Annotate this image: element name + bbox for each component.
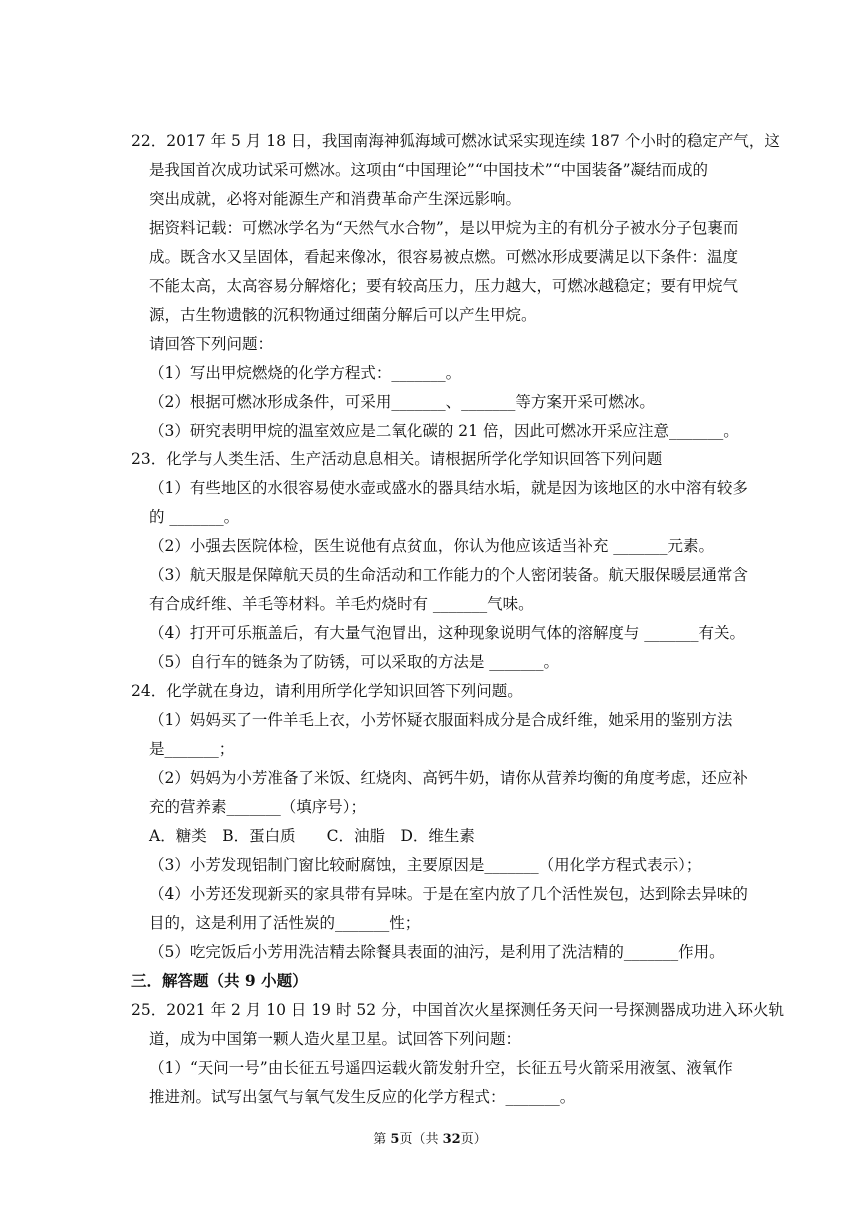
- q22-sub-3: （3）研究表明甲烷的温室效应是二氧化碳的 21 倍，因此可燃冰开采应注意_______。: [149, 422, 739, 440]
- q22-sub-2: （2）根据可燃冰形成条件，可采用_______、_______等方案开采可燃冰。: [149, 393, 655, 411]
- q22-stem-line-1: 22．2017 年 5 月 18 日，我国南海神狐海域可燃冰试采实现连续 187 个小时的稳定产气，这: [131, 132, 780, 150]
- q25-sub-1-line-1: （1）“天问一号”由长征五号遥四运载火箭发射升空，长征五号火箭采用液氢、液氧作: [149, 1059, 733, 1077]
- q23-sub-2: （2）小强去医院体检，医生说他有点贫血，你认为他应该适当补充 _______元素。: [149, 537, 715, 555]
- q24-stem: 24．化学就在身边，请利用所学化学知识回答下列问题。: [131, 682, 523, 700]
- q24-options: A．糖类 B．蛋白质 C．油脂 D．维生素: [149, 827, 475, 845]
- q23-sub-4: （4）打开可乐瓶盖后，有大量气泡冒出，这种现象说明气体的溶解度与 _______有关。: [149, 624, 746, 642]
- q22-material-line-2: 成。既含水又呈固体，看起来像冰，很容易被点燃。可燃冰形成要满足以下条件：温度: [149, 248, 739, 266]
- q24-sub-1-line-1: （1）妈妈买了一件羊毛上衣，小芳怀疑衣服面料成分是合成纤维，她采用的鉴别方法: [149, 711, 733, 729]
- q23-sub-1-line-1: （1）有些地区的水很容易使水壶或盛水的器具结水垢，就是因为该地区的水中溶有较多: [149, 479, 748, 497]
- q24-sub-1-line-2: 是_______；: [149, 740, 235, 758]
- q24-sub-2-line-1: （2）妈妈为小芳准备了米饭、红烧肉、高钙牛奶，请你从营养均衡的角度考虑，还应补: [149, 769, 748, 787]
- footer-current-page: 5: [390, 1132, 400, 1147]
- q23-stem: 23．化学与人类生活、生产活动息息相关。请根据所学化学知识回答下列问题: [131, 450, 663, 468]
- footer-mid: 页（共: [399, 1132, 443, 1147]
- q25-sub-1-line-2: 推进剂。试写出氢气与氧气发生反应的化学方程式：_______。: [149, 1088, 576, 1106]
- q22-material-line-1: 据资料记载：可燃冰学名为“天然气水合物”，是以甲烷为主的有机分子被水分子包裹而: [149, 219, 739, 237]
- q25-stem-line-2: 道，成为中国第一颗人造火星卫星。试回答下列问题：: [149, 1030, 522, 1048]
- section-3-heading: 三．解答题（共 9 小题）: [131, 971, 308, 990]
- q24-sub-2-line-2: 充的营养素_______（填序号）；: [149, 798, 367, 816]
- q24-sub-3: （3）小芳发现铝制门窗比较耐腐蚀，主要原因是_______（用化学方程式表示）；: [149, 856, 702, 874]
- q24-sub-4-line-2: 目的，这是利用了活性炭的_______性；: [149, 914, 421, 932]
- q25-stem-line-1: 25．2021 年 2 月 10 日 19 时 52 分，中国首次火星探测任务天问一号探测器成功进入环火轨: [131, 1001, 785, 1019]
- q22-stem-line-2: 是我国首次成功试采可燃冰。这项由“中国理论”“中国技术”“中国装备”凝结而成的: [149, 161, 709, 179]
- footer-suffix: 页）: [460, 1132, 487, 1147]
- q22-prompt: 请回答下列问题：: [149, 335, 274, 353]
- q23-sub-1-line-2: 的 _______。: [149, 508, 240, 526]
- q22-sub-1: （1）写出甲烷燃烧的化学方程式：_______。: [149, 364, 462, 382]
- footer-prefix: 第: [373, 1132, 391, 1147]
- footer-total-pages: 32: [442, 1132, 461, 1147]
- q24-sub-5: （5）吃完饭后小芳用洗洁精去除餐具表面的油污，是利用了洗洁精的_______作用。: [149, 943, 725, 961]
- q24-sub-4-line-1: （4）小芳还发现新买的家具带有异味。于是在室内放了几个活性炭包，达到除去异味的: [149, 885, 748, 903]
- q23-sub-5: （5）自行车的链条为了防锈，可以采取的方法是 _______。: [149, 653, 560, 671]
- page-footer: [0, 1131, 860, 1149]
- q22-material-line-3: 不能太高，太高容易分解熔化；要有较高压力，压力越大，可燃冰越稳定；要有甲烷气: [149, 277, 739, 295]
- q23-sub-3-line-1: （3）航天服是保障航天员的生命活动和工作能力的个人密闭装备。航天服保暖层通常含: [149, 566, 748, 584]
- q22-stem-line-3: 突出成就，必将对能源生产和消费革命产生深远影响。: [149, 190, 522, 208]
- q22-material-line-4: 源，古生物遗骸的沉积物通过细菌分解后可以产生甲烷。: [149, 306, 537, 324]
- q23-sub-3-line-2: 有合成纤维、羊毛等材料。羊毛灼烧时有 _______气味。: [149, 595, 534, 613]
